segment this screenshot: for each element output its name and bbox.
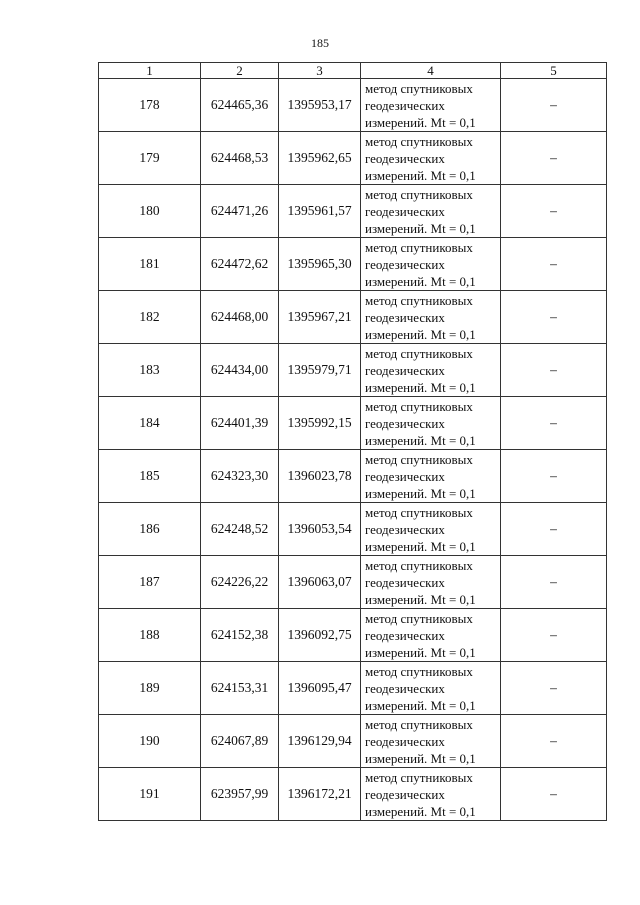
x-coordinate-cell: 624468,53	[201, 132, 279, 185]
y-coordinate-cell: 1396023,78	[279, 450, 361, 503]
table-row	[99, 185, 607, 238]
y-coordinate-cell: 1396172,21	[279, 768, 361, 821]
header-col-1: 1	[99, 63, 201, 79]
method-cell: метод спутниковых геодезических измерений. Mt = 0,1	[361, 715, 501, 768]
y-coordinate-cell: 1396053,54	[279, 503, 361, 556]
point-number-cell: 191	[99, 768, 201, 821]
y-coordinate-cell: 1395962,65	[279, 132, 361, 185]
table-row	[99, 556, 607, 609]
table-row	[99, 768, 607, 821]
y-coordinate-cell: 1395965,30	[279, 238, 361, 291]
x-coordinate-cell: 624468,00	[201, 291, 279, 344]
header-col-2: 2	[201, 63, 279, 79]
point-number-cell: 190	[99, 715, 201, 768]
table-row	[99, 79, 607, 132]
point-number-cell: 178	[99, 79, 201, 132]
note-cell: –	[501, 450, 607, 503]
point-number-cell: 182	[99, 291, 201, 344]
y-coordinate-cell: 1395953,17	[279, 79, 361, 132]
method-cell: метод спутниковых геодезических измерений. Mt = 0,1	[361, 132, 501, 185]
table-row	[99, 450, 607, 503]
x-coordinate-cell: 624465,36	[201, 79, 279, 132]
table-row	[99, 662, 607, 715]
page-number: 185	[311, 36, 329, 50]
note-cell: –	[501, 79, 607, 132]
method-cell: метод спутниковых геодезических измерений. Mt = 0,1	[361, 397, 501, 450]
table-row	[99, 132, 607, 185]
point-number-cell: 188	[99, 609, 201, 662]
note-cell: –	[501, 291, 607, 344]
x-coordinate-cell: 624323,30	[201, 450, 279, 503]
method-cell: метод спутниковых геодезических измерений. Mt = 0,1	[361, 768, 501, 821]
method-cell: метод спутниковых геодезических измерений. Mt = 0,1	[361, 503, 501, 556]
header-col-4: 4	[361, 63, 501, 79]
y-coordinate-cell: 1395967,21	[279, 291, 361, 344]
note-cell: –	[501, 503, 607, 556]
header-col-5: 5	[501, 63, 607, 79]
point-number-cell: 185	[99, 450, 201, 503]
y-coordinate-cell: 1396095,47	[279, 662, 361, 715]
point-number-cell: 183	[99, 344, 201, 397]
method-cell: метод спутниковых геодезических измерений. Mt = 0,1	[361, 79, 501, 132]
point-number-cell: 186	[99, 503, 201, 556]
y-coordinate-cell: 1396129,94	[279, 715, 361, 768]
x-coordinate-cell: 624153,31	[201, 662, 279, 715]
x-coordinate-cell: 624226,22	[201, 556, 279, 609]
table-row	[99, 609, 607, 662]
table-row	[99, 715, 607, 768]
note-cell: –	[501, 344, 607, 397]
table-body	[99, 79, 607, 821]
note-cell: –	[501, 609, 607, 662]
x-coordinate-cell: 624434,00	[201, 344, 279, 397]
y-coordinate-cell: 1395979,71	[279, 344, 361, 397]
table-row	[99, 344, 607, 397]
method-cell: метод спутниковых геодезических измерений. Mt = 0,1	[361, 450, 501, 503]
x-coordinate-cell: 624401,39	[201, 397, 279, 450]
note-cell: –	[501, 662, 607, 715]
x-coordinate-cell: 624152,38	[201, 609, 279, 662]
x-coordinate-cell: 624067,89	[201, 715, 279, 768]
note-cell: –	[501, 768, 607, 821]
point-number-cell: 189	[99, 662, 201, 715]
coordinates-table	[98, 62, 607, 821]
method-cell: метод спутниковых геодезических измерений. Mt = 0,1	[361, 291, 501, 344]
method-cell: метод спутниковых геодезических измерений. Mt = 0,1	[361, 344, 501, 397]
x-coordinate-cell: 624248,52	[201, 503, 279, 556]
table-row	[99, 503, 607, 556]
note-cell: –	[501, 132, 607, 185]
note-cell: –	[501, 397, 607, 450]
note-cell: –	[501, 185, 607, 238]
table-row	[99, 291, 607, 344]
point-number-cell: 180	[99, 185, 201, 238]
y-coordinate-cell: 1396092,75	[279, 609, 361, 662]
method-cell: метод спутниковых геодезических измерений. Mt = 0,1	[361, 609, 501, 662]
method-cell: метод спутниковых геодезических измерений. Mt = 0,1	[361, 662, 501, 715]
y-coordinate-cell: 1395992,15	[279, 397, 361, 450]
table-row	[99, 238, 607, 291]
note-cell: –	[501, 238, 607, 291]
header-row	[99, 63, 607, 79]
note-cell: –	[501, 715, 607, 768]
method-cell: метод спутниковых геодезических измерений. Mt = 0,1	[361, 185, 501, 238]
method-cell: метод спутниковых геодезических измерений. Mt = 0,1	[361, 238, 501, 291]
point-number-cell: 184	[99, 397, 201, 450]
point-number-cell: 187	[99, 556, 201, 609]
point-number-cell: 179	[99, 132, 201, 185]
point-number-cell: 181	[99, 238, 201, 291]
method-cell: метод спутниковых геодезических измерений. Mt = 0,1	[361, 556, 501, 609]
x-coordinate-cell: 623957,99	[201, 768, 279, 821]
x-coordinate-cell: 624472,62	[201, 238, 279, 291]
table-row	[99, 397, 607, 450]
header-col-3: 3	[279, 63, 361, 79]
y-coordinate-cell: 1396063,07	[279, 556, 361, 609]
x-coordinate-cell: 624471,26	[201, 185, 279, 238]
y-coordinate-cell: 1395961,57	[279, 185, 361, 238]
note-cell: –	[501, 556, 607, 609]
